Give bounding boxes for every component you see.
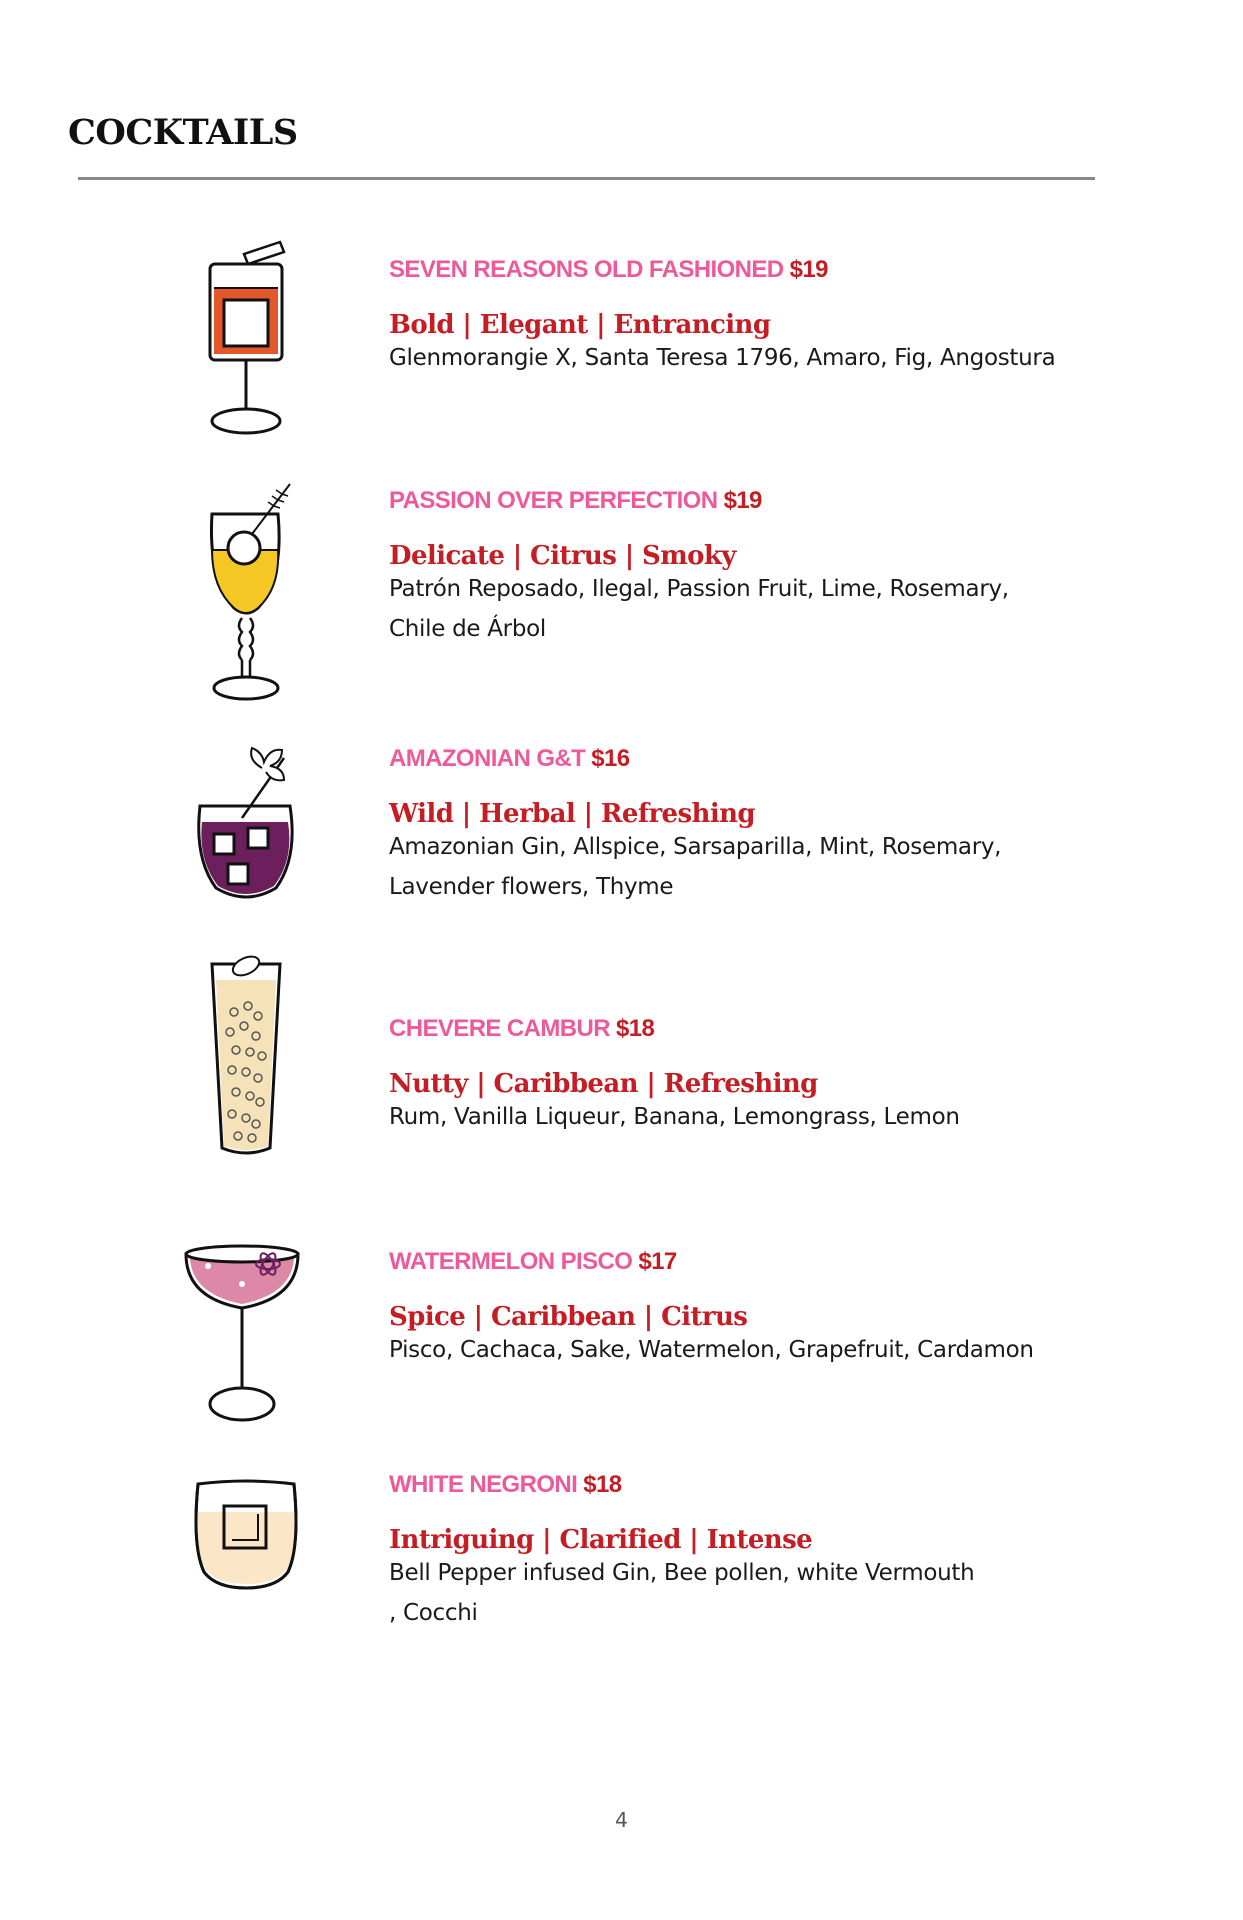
page-title: COCKTAILS — [68, 112, 298, 153]
cocktail-price: $19 — [789, 256, 828, 283]
rocks-glass-icon — [190, 1476, 310, 1596]
coupe-glass-icon — [182, 1226, 302, 1426]
header-divider — [78, 177, 1095, 180]
description-line: , Cocchi — [389, 1600, 478, 1626]
cocktail-price: $19 — [723, 487, 762, 514]
cocktail-tags: Intriguing | Clarified | Intense — [389, 1525, 813, 1555]
cocktail-tags: Delicate | Citrus | Smoky — [389, 541, 736, 571]
cocktail-price: $16 — [591, 745, 630, 772]
cocktail-name: WATERMELON PISCO — [389, 1248, 633, 1275]
cocktail-name: WHITE NEGRONI — [389, 1471, 578, 1498]
description-line: Chile de Árbol — [389, 616, 546, 642]
wine-glass-icon — [200, 478, 300, 708]
highball-glass-icon — [206, 952, 286, 1162]
old-fashioned-glass-icon — [200, 238, 300, 438]
cocktail-description — [389, 1097, 960, 1137]
cocktail-price: $17 — [638, 1248, 677, 1275]
description-line: Pisco, Cachaca, Sake, Watermelon, Grapefruit, Cardamon — [389, 1337, 1034, 1363]
description-line: Glenmorangie X, Santa Teresa 1796, Amaro, Fig, Angostura — [389, 345, 1056, 371]
cocktail-name: PASSION OVER PERFECTION — [389, 487, 718, 514]
page-number: 4 — [615, 1808, 628, 1832]
cocktail-price: $18 — [583, 1471, 622, 1498]
cocktail-description — [389, 1553, 974, 1633]
cocktail-name: AMAZONIAN G&T — [389, 745, 586, 772]
cocktail-tags: Nutty | Caribbean | Refreshing — [389, 1069, 818, 1099]
cocktail-tags: Wild | Herbal | Refreshing — [389, 799, 755, 829]
cocktail-description — [389, 827, 1001, 907]
cocktail-name: CHEVERE CAMBUR — [389, 1015, 610, 1042]
cocktail-description — [389, 338, 1055, 378]
cocktail-description — [389, 1330, 1034, 1370]
cocktail-name: SEVEN REASONS OLD FASHIONED — [389, 256, 784, 283]
cocktail-description — [389, 569, 1009, 649]
tumbler-glass-icon — [192, 738, 302, 908]
description-line: Lavender flowers, Thyme — [389, 874, 674, 900]
cocktail-tags: Spice | Caribbean | Citrus — [389, 1302, 748, 1332]
description-line: Amazonian Gin, Allspice, Sarsaparilla, Mint, Rosemary, — [389, 834, 1002, 860]
description-line: Patrón Reposado, Ilegal, Passion Fruit, Lime, Rosemary, — [389, 576, 1009, 602]
description-line: Bell Pepper infused Gin, Bee pollen, white Vermouth — [389, 1560, 975, 1586]
cocktail-tags: Bold | Elegant | Entrancing — [389, 310, 771, 340]
cocktail-price: $18 — [616, 1015, 655, 1042]
description-line: Rum, Vanilla Liqueur, Banana, Lemongrass, Lemon — [389, 1104, 960, 1130]
